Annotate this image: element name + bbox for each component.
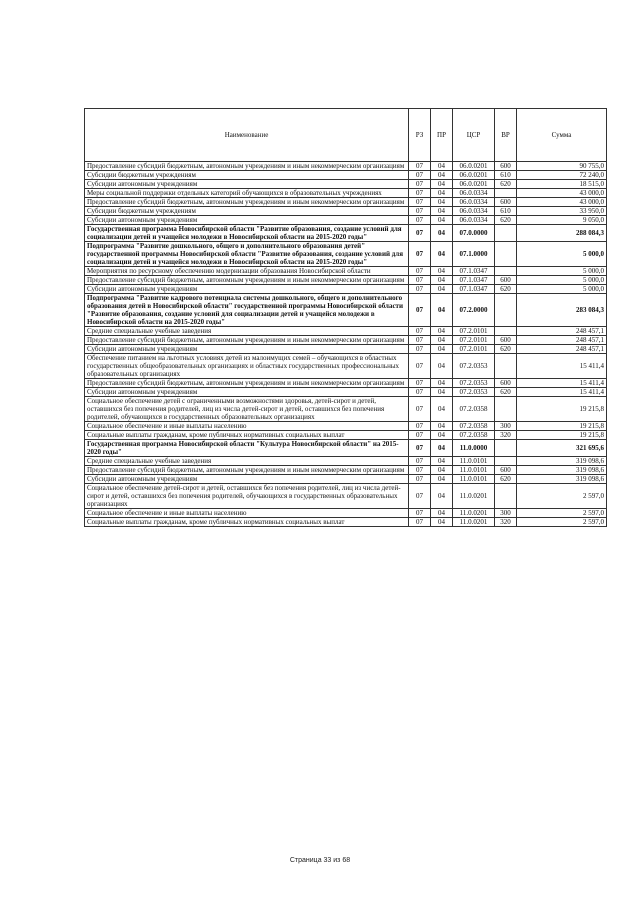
cell-name: Предоставление субсидий бюджетным, автономным учреждениям и иным некоммерческим организациям	[85, 466, 409, 475]
cell-vr: 610	[495, 171, 517, 180]
cell-rz: 07	[409, 336, 431, 345]
cell-pr: 04	[431, 276, 453, 285]
cell-pr: 04	[431, 422, 453, 431]
cell-csr: 11.0.0101	[453, 457, 495, 466]
cell-name: Субсидии автономным учреждениям	[85, 388, 409, 397]
cell-rz: 07	[409, 422, 431, 431]
cell-name: Мероприятия по ресурсному обеспечению модернизации образования Новосибирской области	[85, 267, 409, 276]
cell-pr: 04	[431, 345, 453, 354]
table-row	[85, 484, 607, 509]
cell-rz: 07	[409, 207, 431, 216]
table-row	[85, 180, 607, 189]
page-counter: Страница 33 из 68	[289, 857, 351, 864]
cell-name: Социальное обеспечение и иные выплаты населению	[85, 509, 409, 518]
table-row	[85, 440, 607, 457]
cell-vr	[495, 327, 517, 336]
cell-rz: 07	[409, 388, 431, 397]
cell-rz: 07	[409, 440, 431, 457]
cell-sum: 15 411,4	[517, 379, 607, 388]
table-row	[85, 354, 607, 379]
cell-vr: 600	[495, 336, 517, 345]
cell-pr: 04	[431, 431, 453, 440]
cell-sum: 248 457,1	[517, 327, 607, 336]
cell-name: Обеспечение питанием на льготных условиях детей из малоимущих семей – обучающихся в областных государственных общеобразовательных организациях и областных государственных профессиональных образовательных организациях	[85, 354, 409, 379]
cell-sum: 15 411,4	[517, 354, 607, 379]
cell-csr: 11.0.0201	[453, 518, 495, 527]
cell-sum: 288 084,3	[517, 225, 607, 242]
cell-pr: 04	[431, 379, 453, 388]
table-row	[85, 216, 607, 225]
cell-csr: 07.2.0101	[453, 336, 495, 345]
cell-name: Предоставление субсидий бюджетным, автономным учреждениям и иным некоммерческим организациям	[85, 379, 409, 388]
cell-vr: 320	[495, 518, 517, 527]
cell-csr: 07.0.0000	[453, 225, 495, 242]
cell-sum: 19 215,8	[517, 431, 607, 440]
cell-pr: 04	[431, 388, 453, 397]
cell-rz: 07	[409, 518, 431, 527]
table-row	[85, 397, 607, 422]
cell-csr: 06.0.0201	[453, 180, 495, 189]
cell-rz: 07	[409, 379, 431, 388]
cell-vr: 300	[495, 422, 517, 431]
cell-sum: 5 000,0	[517, 267, 607, 276]
cell-rz: 07	[409, 225, 431, 242]
cell-vr: 620	[495, 180, 517, 189]
cell-vr	[495, 440, 517, 457]
cell-pr: 04	[431, 207, 453, 216]
cell-pr: 04	[431, 171, 453, 180]
cell-vr	[495, 397, 517, 422]
cell-rz: 07	[409, 267, 431, 276]
cell-sum: 43 000,0	[517, 198, 607, 207]
cell-pr: 04	[431, 457, 453, 466]
table-row	[85, 242, 607, 267]
cell-vr: 620	[495, 388, 517, 397]
cell-pr: 04	[431, 327, 453, 336]
cell-sum: 90 755,0	[517, 162, 607, 171]
table-row	[85, 327, 607, 336]
table-row	[85, 189, 607, 198]
header-name: Наименование	[85, 109, 409, 162]
cell-name: Средние специальные учебные заведения	[85, 327, 409, 336]
table-header-row	[85, 109, 607, 162]
cell-vr: 600	[495, 198, 517, 207]
cell-vr: 300	[495, 509, 517, 518]
cell-name: Социальное обеспечение и иные выплаты населению	[85, 422, 409, 431]
cell-name: Субсидии бюджетным учреждениям	[85, 171, 409, 180]
table-row	[85, 518, 607, 527]
cell-rz: 07	[409, 509, 431, 518]
cell-csr: 07.2.0101	[453, 327, 495, 336]
cell-name: Субсидии автономным учреждениям	[85, 285, 409, 294]
cell-rz: 07	[409, 189, 431, 198]
cell-name: Социальные выплаты гражданам, кроме публичных нормативных социальных выплат	[85, 518, 409, 527]
cell-name: Государственная программа Новосибирской области "Культура Новосибирской области" на 2015-2020 годы"	[85, 440, 409, 457]
cell-vr: 620	[495, 285, 517, 294]
cell-rz: 07	[409, 171, 431, 180]
table-row	[85, 198, 607, 207]
cell-vr: 620	[495, 216, 517, 225]
cell-sum: 319 098,6	[517, 475, 607, 484]
cell-csr: 07.2.0353	[453, 354, 495, 379]
cell-pr: 04	[431, 267, 453, 276]
cell-pr: 04	[431, 466, 453, 475]
cell-sum: 321 695,6	[517, 440, 607, 457]
table-row	[85, 345, 607, 354]
cell-name: Социальные выплаты гражданам, кроме публичных нормативных социальных выплат	[85, 431, 409, 440]
header-pr: ПР	[431, 109, 453, 162]
cell-pr: 04	[431, 294, 453, 327]
cell-sum: 319 098,6	[517, 457, 607, 466]
cell-sum: 19 215,8	[517, 397, 607, 422]
cell-csr: 06.0.0334	[453, 189, 495, 198]
cell-vr	[495, 267, 517, 276]
cell-rz: 07	[409, 345, 431, 354]
cell-sum: 33 950,0	[517, 207, 607, 216]
table-row	[85, 422, 607, 431]
cell-vr: 600	[495, 379, 517, 388]
cell-name: Предоставление субсидий бюджетным, автономным учреждениям и иным некоммерческим организациям	[85, 162, 409, 171]
cell-csr: 06.0.0201	[453, 162, 495, 171]
table-row	[85, 267, 607, 276]
cell-name: Предоставление субсидий бюджетным, автономным учреждениям и иным некоммерческим организациям	[85, 276, 409, 285]
cell-csr: 07.2.0353	[453, 388, 495, 397]
cell-pr: 04	[431, 198, 453, 207]
cell-vr: 620	[495, 345, 517, 354]
table-row	[85, 466, 607, 475]
cell-name: Предоставление субсидий бюджетным, автономным учреждениям и иным некоммерческим организациям	[85, 336, 409, 345]
cell-vr	[495, 484, 517, 509]
table-row	[85, 285, 607, 294]
table-row	[85, 475, 607, 484]
cell-csr: 07.1.0347	[453, 285, 495, 294]
cell-csr: 07.2.0101	[453, 345, 495, 354]
cell-rz: 07	[409, 431, 431, 440]
cell-rz: 07	[409, 327, 431, 336]
cell-sum: 2 597,0	[517, 484, 607, 509]
cell-sum: 9 050,0	[517, 216, 607, 225]
cell-pr: 04	[431, 216, 453, 225]
cell-name: Субсидии бюджетным учреждениям	[85, 207, 409, 216]
cell-csr: 07.2.0000	[453, 294, 495, 327]
table-row	[85, 388, 607, 397]
cell-vr: 320	[495, 431, 517, 440]
cell-csr: 11.0.0201	[453, 509, 495, 518]
cell-rz: 07	[409, 216, 431, 225]
header-vr: ВР	[495, 109, 517, 162]
cell-vr	[495, 294, 517, 327]
cell-rz: 07	[409, 242, 431, 267]
cell-pr: 04	[431, 285, 453, 294]
cell-vr	[495, 354, 517, 379]
cell-vr	[495, 189, 517, 198]
cell-sum: 72 240,0	[517, 171, 607, 180]
cell-csr: 07.2.0358	[453, 422, 495, 431]
cell-name: Средние специальные учебные заведения	[85, 457, 409, 466]
cell-csr: 06.0.0201	[453, 171, 495, 180]
cell-sum: 5 000,0	[517, 242, 607, 267]
cell-sum: 15 411,4	[517, 388, 607, 397]
cell-csr: 07.2.0358	[453, 431, 495, 440]
cell-vr: 620	[495, 475, 517, 484]
table-body	[85, 162, 607, 527]
table-row	[85, 171, 607, 180]
cell-sum: 2 597,0	[517, 518, 607, 527]
cell-vr: 610	[495, 207, 517, 216]
cell-name: Подпрограмма "Развитие дошкольного, общего и дополнительного образования детей" государственной программы Новосибирской области "Развитие образования, создание условий для социализации детей и учащейся молодежи в Новосибирской области на 2015-2020 годы"	[85, 242, 409, 267]
cell-sum: 43 000,0	[517, 189, 607, 198]
cell-csr: 11.0.0101	[453, 466, 495, 475]
cell-rz: 07	[409, 162, 431, 171]
cell-name: Социальное обеспечение детей-сирот и детей, оставшихся без попечения родителей, лиц из числа детей-сирот и детей, оставшихся без попечения родителей, обучающихся в государственных образовательных организациях	[85, 484, 409, 509]
cell-pr: 04	[431, 354, 453, 379]
table-row	[85, 294, 607, 327]
cell-csr: 07.1.0347	[453, 267, 495, 276]
cell-csr: 07.1.0347	[453, 276, 495, 285]
cell-sum: 19 215,8	[517, 422, 607, 431]
cell-name: Социальное обеспечение детей с ограниченными возможностями здоровья, детей-сирот и детей, оставшихся без попечения родителей, лиц из числа детей-сирот и детей, оставшихся без попечения родителей, обучающихся в государственных образовательных организациях	[85, 397, 409, 422]
cell-sum: 248 457,1	[517, 336, 607, 345]
table-row	[85, 207, 607, 216]
cell-vr: 600	[495, 276, 517, 285]
cell-rz: 07	[409, 484, 431, 509]
cell-csr: 11.0.0000	[453, 440, 495, 457]
cell-rz: 07	[409, 354, 431, 379]
cell-pr: 04	[431, 440, 453, 457]
cell-csr: 06.0.0334	[453, 198, 495, 207]
cell-sum: 18 515,0	[517, 180, 607, 189]
cell-vr	[495, 242, 517, 267]
budget-table	[84, 108, 607, 527]
table-row	[85, 431, 607, 440]
cell-vr: 600	[495, 466, 517, 475]
cell-sum: 5 000,0	[517, 285, 607, 294]
cell-pr: 04	[431, 475, 453, 484]
cell-sum: 283 084,3	[517, 294, 607, 327]
cell-rz: 07	[409, 397, 431, 422]
cell-pr: 04	[431, 336, 453, 345]
cell-pr: 04	[431, 162, 453, 171]
table-row	[85, 225, 607, 242]
cell-pr: 04	[431, 397, 453, 422]
table-row	[85, 457, 607, 466]
cell-sum: 319 098,6	[517, 466, 607, 475]
header-rz: РЗ	[409, 109, 431, 162]
cell-name: Меры социальной поддержки отдельных категорий обучающихся в образовательных учреждениях	[85, 189, 409, 198]
cell-sum: 5 000,0	[517, 276, 607, 285]
cell-pr: 04	[431, 509, 453, 518]
table-row	[85, 379, 607, 388]
cell-csr: 11.0.0201	[453, 484, 495, 509]
cell-rz: 07	[409, 466, 431, 475]
cell-rz: 07	[409, 285, 431, 294]
cell-pr: 04	[431, 518, 453, 527]
cell-pr: 04	[431, 242, 453, 267]
cell-rz: 07	[409, 457, 431, 466]
cell-name: Предоставление субсидий бюджетным, автономным учреждениям и иным некоммерческим организациям	[85, 198, 409, 207]
cell-csr: 06.0.0334	[453, 207, 495, 216]
table-row	[85, 162, 607, 171]
table-row	[85, 509, 607, 518]
cell-csr: 07.2.0358	[453, 397, 495, 422]
cell-name: Подпрограмма "Развитие кадрового потенциала системы дошкольного, общего и дополнительного образования детей в Новосибирской области" государственной программы Новосибирской области "Развитие образования, создание условий для социализации детей и учащейся молодежи в Новосибирской области на 2015-2020 годы"	[85, 294, 409, 327]
cell-pr: 04	[431, 225, 453, 242]
cell-csr: 06.0.0334	[453, 216, 495, 225]
cell-vr	[495, 457, 517, 466]
table-row	[85, 276, 607, 285]
cell-csr: 11.0.0101	[453, 475, 495, 484]
cell-vr: 600	[495, 162, 517, 171]
cell-pr: 04	[431, 189, 453, 198]
cell-name: Государственная программа Новосибирской области "Развитие образования, создание условий для социализации детей и учащейся молодежи в Новосибирской области на 2015-2020 годы"	[85, 225, 409, 242]
cell-name: Субсидии автономным учреждениям	[85, 180, 409, 189]
cell-vr	[495, 225, 517, 242]
cell-name: Субсидии автономным учреждениям	[85, 345, 409, 354]
cell-pr: 04	[431, 484, 453, 509]
cell-sum: 2 597,0	[517, 509, 607, 518]
cell-rz: 07	[409, 198, 431, 207]
cell-name: Субсидии автономным учреждениям	[85, 216, 409, 225]
cell-name: Субсидии автономным учреждениям	[85, 475, 409, 484]
table-row	[85, 336, 607, 345]
header-csr: ЦСР	[453, 109, 495, 162]
cell-csr: 07.2.0353	[453, 379, 495, 388]
cell-sum: 248 457,1	[517, 345, 607, 354]
cell-rz: 07	[409, 294, 431, 327]
header-sum: Сумма	[517, 109, 607, 162]
cell-rz: 07	[409, 475, 431, 484]
cell-rz: 07	[409, 276, 431, 285]
cell-pr: 04	[431, 180, 453, 189]
cell-csr: 07.1.0000	[453, 242, 495, 267]
cell-rz: 07	[409, 180, 431, 189]
